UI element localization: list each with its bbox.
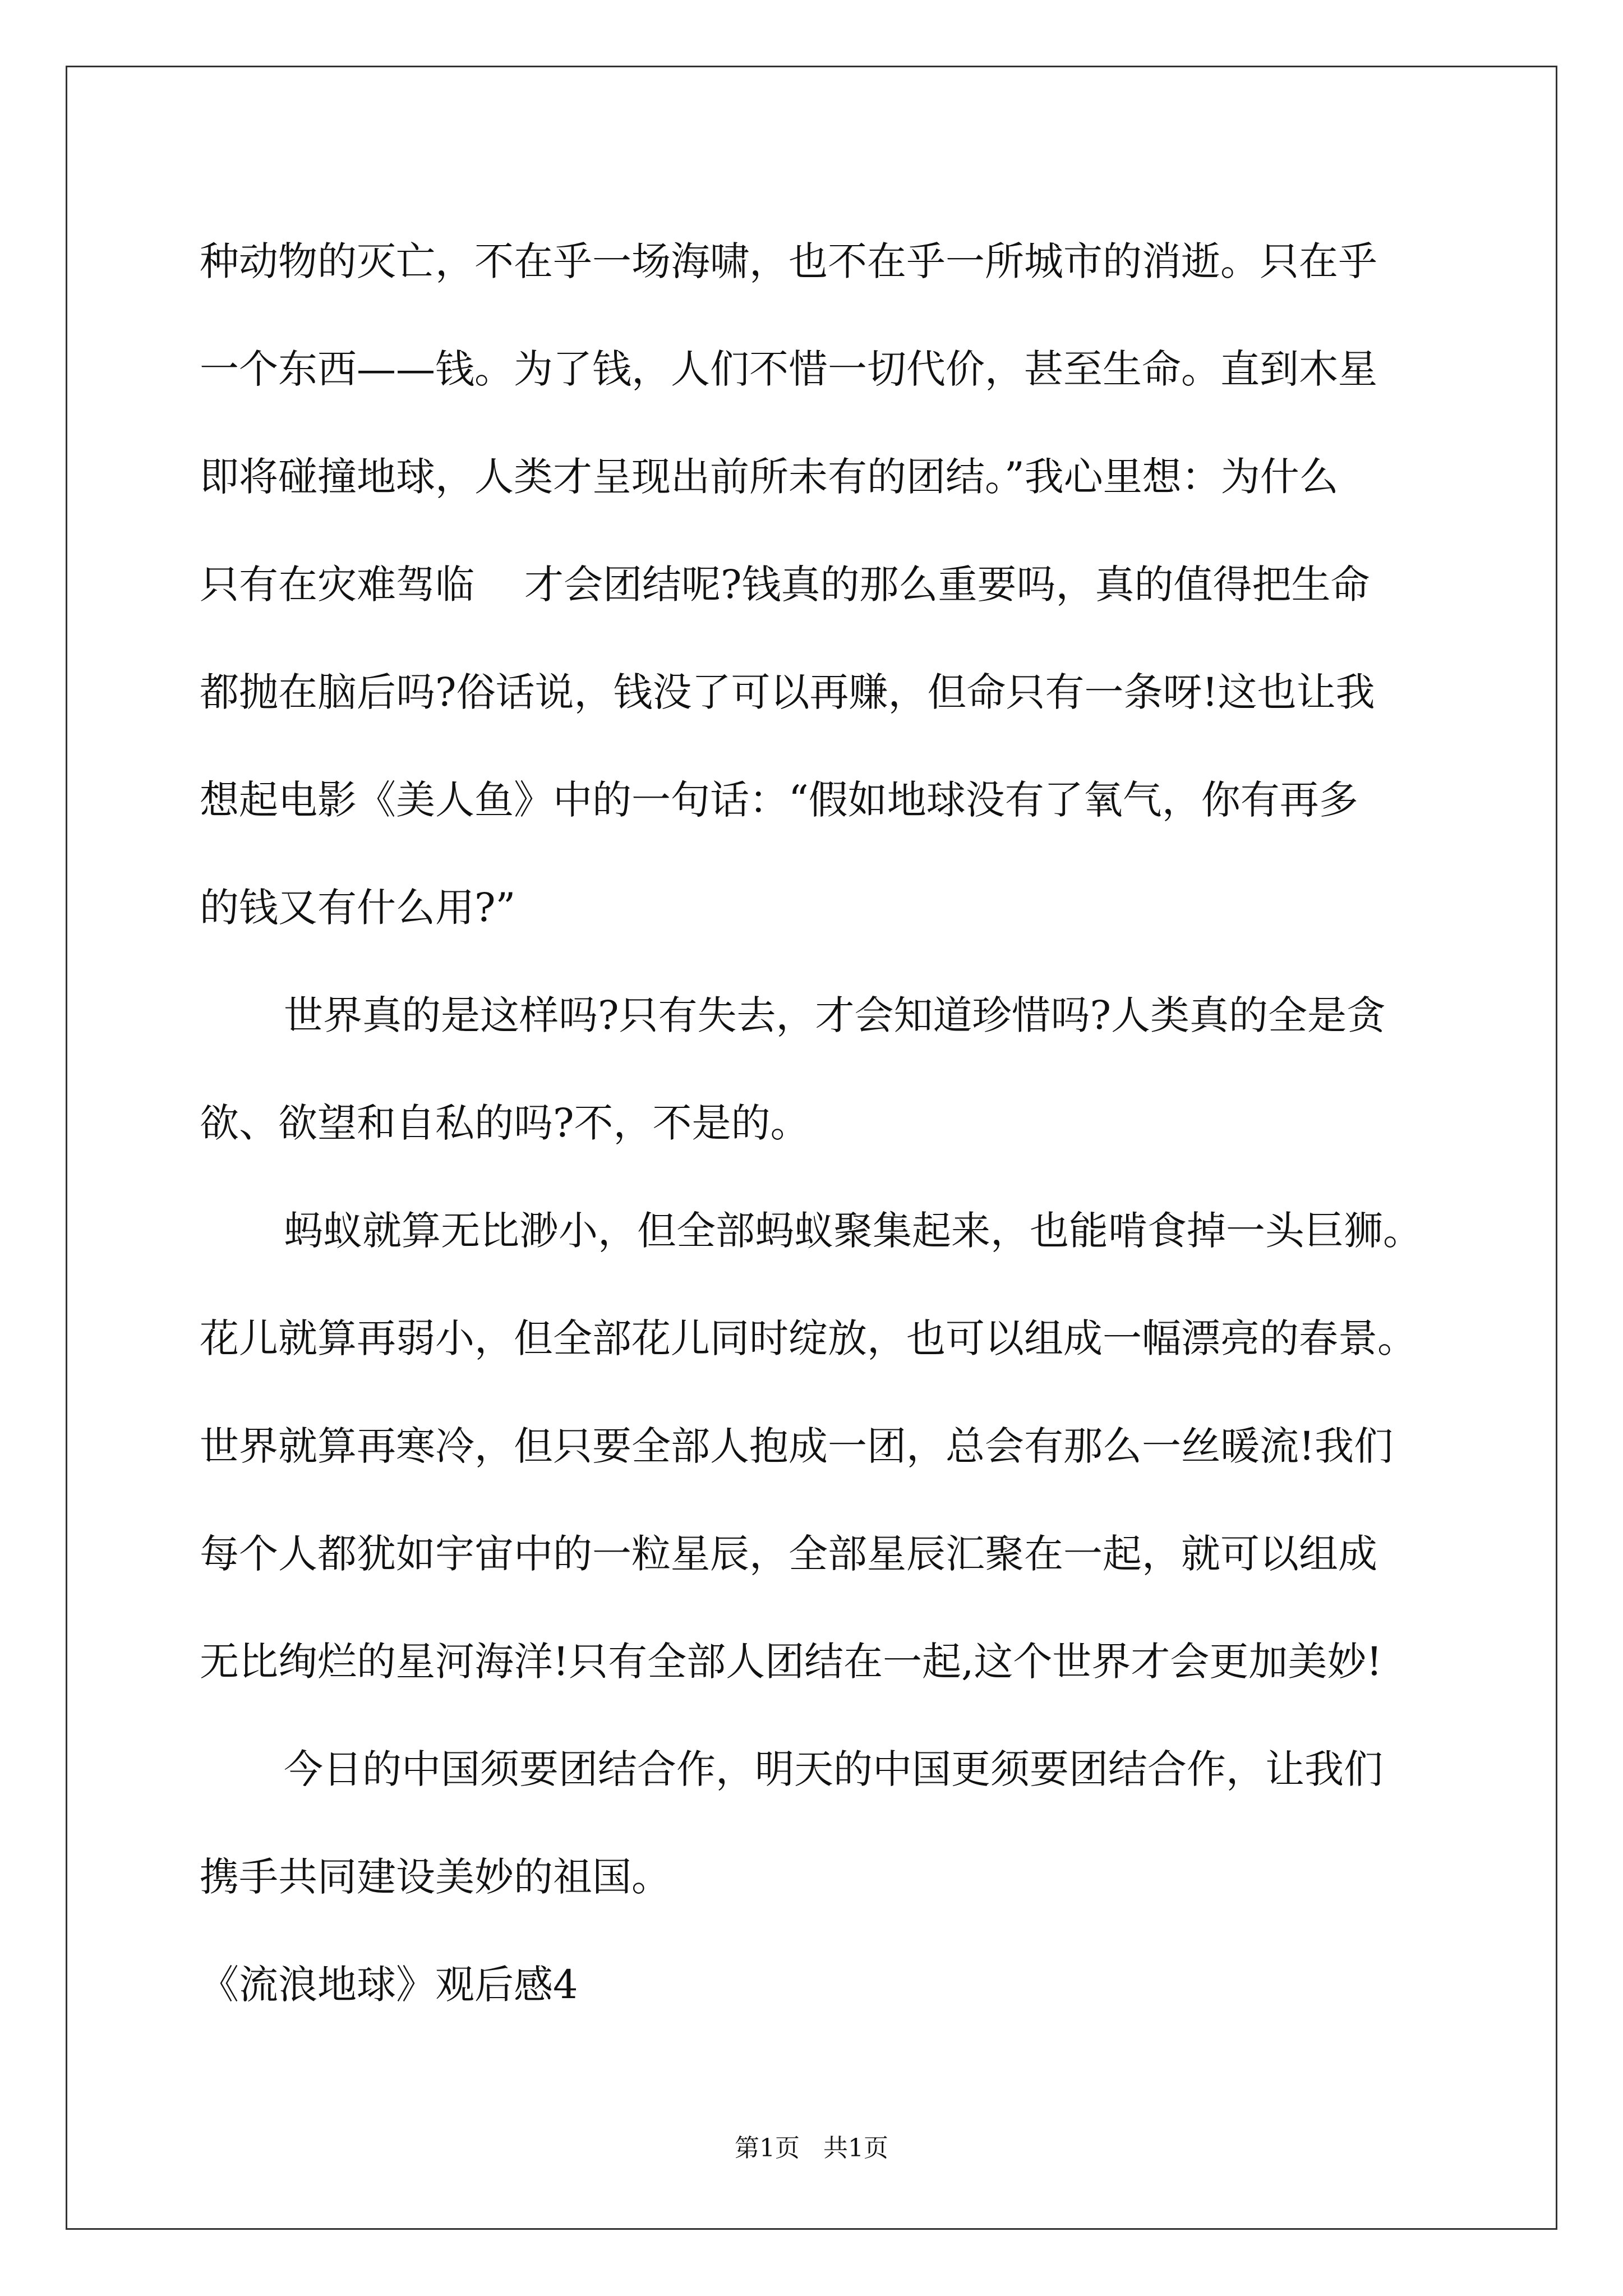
page-footer: 第1页 共1页 [735, 2134, 888, 2162]
text-line: 只有在灾难驾临 才会团结呢?钱真的那么重要吗，真的值得把生命 [200, 562, 1370, 608]
paragraph-start-line: 今日的中国须要团结合作，明天的中国更须要团结合作，让我们 [284, 1746, 1383, 1792]
document-body [200, 208, 1433, 2039]
text-line: 想起电影《美人鱼》中的一句话：“假如地球没有了氧气，你有再多 [200, 777, 1358, 823]
text-line: 携手共同建设美妙的祖国。 [200, 1854, 671, 1900]
text-line: 欲、欲望和自私的吗?不，不是的。 [200, 1100, 810, 1146]
text-line: 的钱又有什么用?” [200, 885, 516, 931]
text-line: 都抛在脑后吗?俗话说，钱没了可以再赚，但命只有一条呀!这也让我 [200, 669, 1375, 715]
text-line: 即将碰撞地球，人类才呈现出前所未有的团结。”我心里想：为什么 [200, 454, 1339, 500]
paragraph-start-line: 世界真的是这样吗?只有失去，才会知道珍惜吗?人类真的全是贪 [284, 992, 1386, 1038]
text-line: 无比绚烂的星河海洋!只有全部人团结在一起,这个世界才会更加美妙! [200, 1639, 1382, 1685]
text-line: 花儿就算再弱小，但全部花儿同时绽放，也可以组成一幅漂亮的春景。 [200, 1315, 1417, 1361]
section-heading: 《流浪地球》观后感4 [200, 1962, 578, 2008]
text-line: 一个东西——钱。为了钱，人们不惜一切代价，甚至生命。直到木星 [200, 346, 1377, 392]
text-line: 世界就算再寒冷，但只要全部人抱成一团，总会有那么一丝暖流!我们 [200, 1423, 1394, 1469]
text-line: 种动物的灭亡，不在乎一场海啸，也不在乎一所城市的消逝。只在乎 [200, 238, 1377, 284]
text-line: 每个人都犹如宇宙中的一粒星辰，全部星辰汇聚在一起，就可以组成 [200, 1531, 1377, 1577]
paragraph-start-line: 蚂蚁就算无比渺小，但全部蚂蚁聚集起来，也能啃食掉一头巨狮。 [284, 1208, 1422, 1254]
